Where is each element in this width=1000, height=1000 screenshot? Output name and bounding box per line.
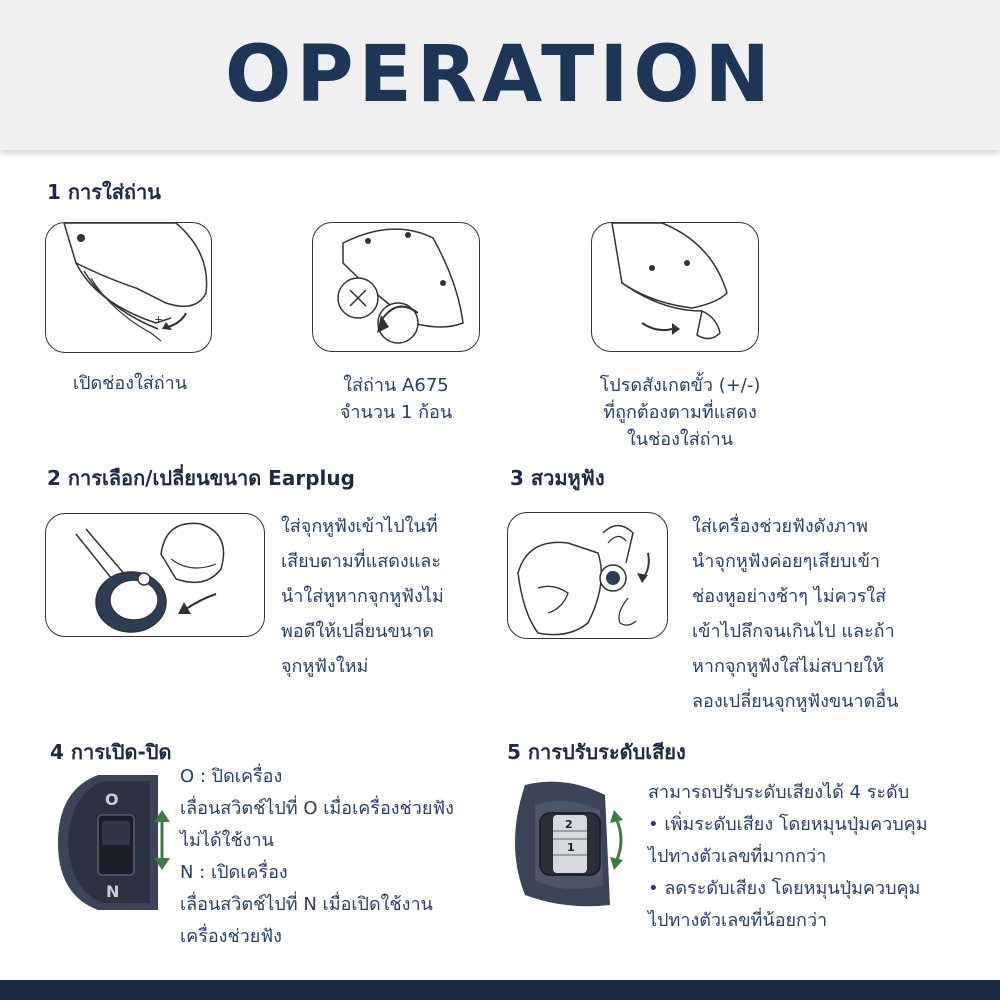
caption-line: จำนวน 1 ก้อน: [339, 402, 453, 423]
step3-caption: [570, 372, 790, 453]
dial-number-1: 1: [567, 841, 575, 854]
section-wear-title: 3 สวมหูฟัง: [510, 466, 605, 490]
footer-bar: [0, 980, 1000, 1000]
battery-insert-icon: [312, 222, 480, 352]
text-line: สามารถปรับระดับเสียงได้ 4 ระดับ: [648, 782, 910, 803]
page-title: OPERATION: [225, 30, 775, 120]
battery-door-open-icon: [45, 222, 212, 353]
text-line: O : ปิดเครื่อง: [180, 766, 283, 787]
text-line: ใส่จุกหูฟังเข้าไปในที่: [281, 516, 438, 537]
dial-direction-arrow-icon: [608, 808, 632, 872]
text-line: นำใส่หูหากจุกหูฟังไม่: [281, 586, 444, 607]
caption-line: ใส่ถ่าน A675: [343, 375, 449, 396]
text-line: จุกหูฟังใหม่: [281, 656, 369, 677]
wear-instructions: [692, 509, 898, 719]
dial-number-2: 2: [565, 818, 573, 831]
earplug-instructions: [281, 509, 444, 684]
text-line: เลื่อนสวิตช์ไปที่ N เมื่อเปิดใช้งาน: [180, 894, 433, 915]
switch-direction-arrow-icon: [150, 808, 174, 872]
text-line: หากจุกหูฟังใส่ไม่สบายให้: [692, 656, 885, 677]
section-earplug-title: 2 การเลือก/เปลี่ยนขนาด Earplug: [47, 466, 355, 490]
earplug-attach-icon: [45, 513, 265, 637]
battery-polarity-icon: [591, 222, 759, 352]
text-line: ใส่เครื่องช่วยฟังดังภาพ: [692, 516, 868, 537]
text-line: N : เปิดเครื่อง: [180, 862, 288, 883]
volume-dial-photo: [505, 775, 615, 910]
text-line: ช่องหูอย่างช้าๆ ไม่ควรใส่: [692, 586, 887, 607]
caption-line: โปรดสังเกตขั้ว (+/-): [599, 375, 761, 396]
section-volume-title: 5 การปรับระดับเสียง: [507, 740, 686, 764]
text-line: นำจุกหูฟังค่อยๆเสียบเข้า: [692, 551, 880, 572]
text-line: เสียบตามที่แสดงและ: [281, 551, 442, 572]
caption-line: ที่ถูกต้องตามที่แสดง: [603, 402, 757, 423]
volume-instructions: [648, 777, 928, 937]
text-line: เลื่อนสวิตช์ไปที่ O เมื่อเครื่องช่วยฟัง: [180, 798, 454, 819]
header-bar: [0, 0, 1000, 150]
switch-label-on: N: [106, 882, 120, 901]
caption-line: ในช่องใส่ถ่าน: [627, 429, 733, 450]
svg-text:+: +: [154, 313, 164, 326]
step1-caption: [30, 370, 230, 397]
text-line: ไปทางตัวเลขที่มากกว่า: [648, 846, 827, 867]
section-power-title: 4 การเปิด-ปิด: [50, 740, 172, 764]
text-line: เครื่องช่วยฟัง: [180, 926, 282, 947]
power-instructions: [180, 761, 454, 953]
wear-hearing-aid-icon: [507, 512, 668, 639]
text-line: พอดีให้เปลี่ยนขนาด: [281, 621, 434, 642]
step2-caption: [296, 372, 496, 426]
text-line: ลองเปลี่ยนจุกหูฟังขนาดอื่น: [692, 691, 899, 712]
text-line: ไปทางตัวเลขที่น้อยกว่า: [648, 910, 828, 931]
switch-label-off: O: [105, 790, 119, 809]
text-line: • เพิ่มระดับเสียง โดยหมุนปุ่มควบคุม: [648, 814, 928, 835]
text-line: ไม่ได้ใช้งาน: [180, 830, 274, 851]
text-line: • ลดระดับเสียง โดยหมุนปุ่มควบคุม: [648, 878, 921, 899]
text-line: เข้าไปลึกจนเกินไป และถ้า: [692, 621, 895, 642]
caption-line: เปิดช่องใส่ถ่าน: [72, 373, 188, 394]
section-battery-title: 1 การใส่ถ่าน: [47, 180, 161, 204]
